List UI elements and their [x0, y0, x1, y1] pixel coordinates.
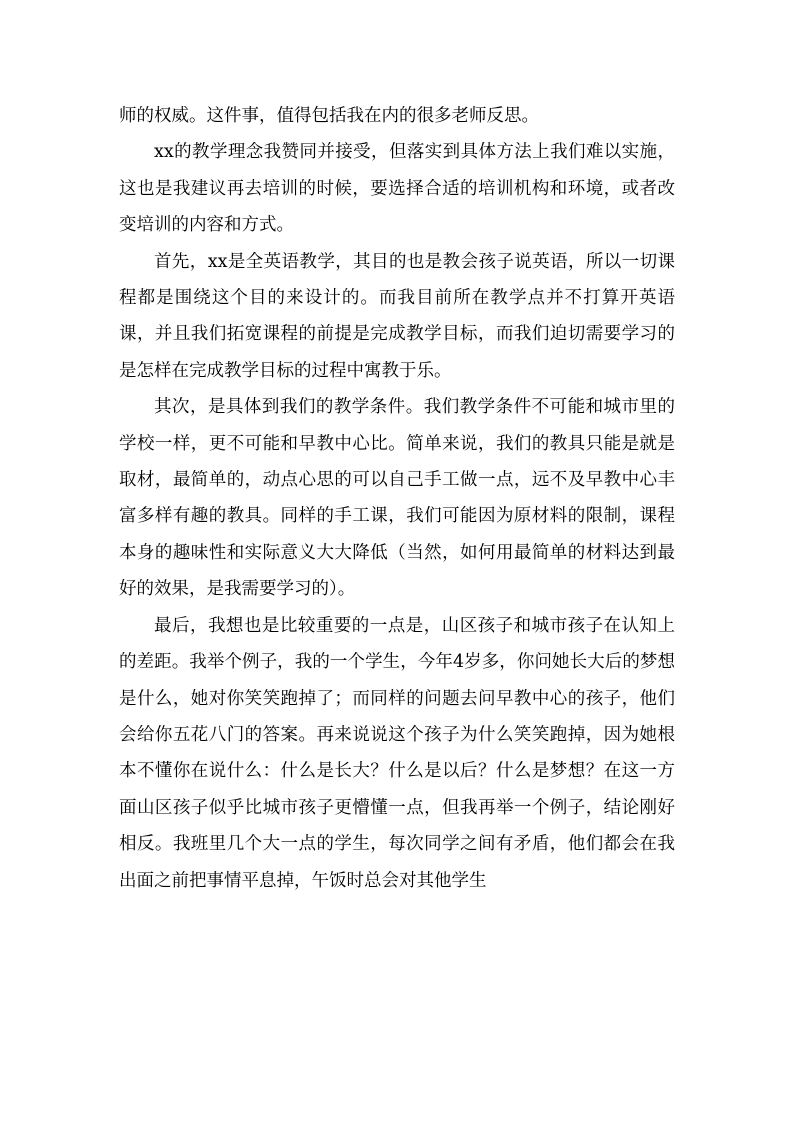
paragraph: 其次，是具体到我们的教学条件。我们教学条件不可能和城市里的学校一样，更不可能和早教中心比。简单来说，我们的教具只能是就是取材，最简单的，动点心思的可以自己手工做一点，远不及早教中心丰富多样有趣的教具。同样的手工课，我们可能因为原材料的限制，课程本身的趣味性和实际意义大大降低（当然，如何用最简单的材料达到最好的效果，是我需要学习的）。 — [119, 397, 675, 600]
paragraph: xx的教学理念我赞同并接受，但落实到具体方法上我们难以实施，这也是我建议再去培训的时候，要选择合适的培训机构和环境，或者改变培训的内容和方式。 — [119, 142, 675, 236]
paragraph: 师的权威。这件事，值得包括我在内的很多老师反思。 — [119, 106, 539, 126]
paragraph: 首先，xx是全英语教学，其目的也是教会孩子说英语，所以一切课程都是围绕这个目的来设计的。而我目前所在教学点并不打算开英语课，并且我们拓宽课程的前提是完成教学目标，而我们迫切需要学习的是怎样在完成教学目标的过程中寓教于乐。 — [119, 251, 675, 381]
document-body — [119, 98, 675, 899]
paragraph: 最后，我想也是比较重要的一点是，山区孩子和城市孩子在认知上的差距。我举个例子，我的一个学生，今年4岁多，你问她长大后的梦想是什么，她对你笑笑跑掉了；而同样的问题去问早教中心的孩子，他们会给你五花八门的答案。再来说说这个孩子为什么笑笑跑掉，因为她根本不懂你在说什么：什么是长大？什么是以后？什么是梦想？在这一方面山区孩子似乎比城市孩子更懵懂一点，但我再举一个例子，结论刚好相反。我班里几个大一点的学生，每次同学之间有矛盾，他们都会在我出面之前把事情平息掉，午饭时总会对其他学生 — [119, 615, 675, 891]
